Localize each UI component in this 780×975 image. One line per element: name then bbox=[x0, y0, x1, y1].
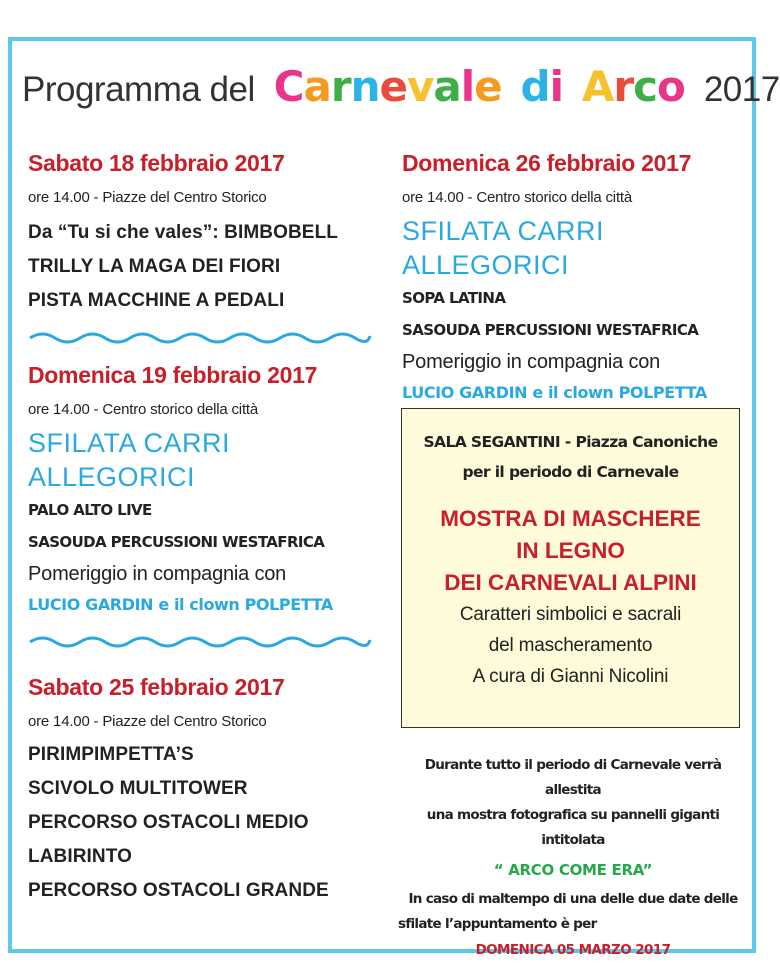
event-sabato-18 bbox=[28, 150, 378, 348]
carnevale-letter: e bbox=[474, 62, 502, 111]
event-act: SCIVOLO MULTITOWER bbox=[28, 778, 248, 799]
arco-letter: r bbox=[613, 62, 634, 111]
event-afternoon-text: Pomeriggio in compagnia con bbox=[28, 563, 287, 585]
arco-letter: o bbox=[657, 62, 685, 111]
arco-letter: c bbox=[633, 62, 658, 111]
title-prefix: Programma del bbox=[22, 70, 255, 109]
poster-title bbox=[22, 62, 780, 122]
event-act: SOPA LATINA bbox=[402, 289, 506, 307]
title-arco-word bbox=[582, 62, 685, 111]
event-act: PERCORSO OSTACOLI GRANDE bbox=[28, 880, 329, 901]
event-act: PIRIMPIMPETTA’S bbox=[28, 744, 194, 765]
exhibition-venue: SALA SEGANTINI - Piazza Canoniche bbox=[423, 433, 718, 451]
exhibition-title-line: MOSTRA DI MASCHERE bbox=[440, 506, 701, 531]
photo-exhibit-note: una mostra fotografica su pannelli giganti intitolata bbox=[426, 807, 720, 848]
left-column bbox=[28, 150, 378, 908]
title-year: 2017 bbox=[703, 70, 780, 109]
right-column bbox=[402, 150, 752, 408]
event-headline: SFILATA CARRI ALLEGORICI bbox=[402, 216, 605, 280]
arco-letter: A bbox=[581, 62, 614, 111]
wave-divider-icon bbox=[28, 328, 373, 348]
di-letter: d bbox=[520, 62, 550, 111]
carnevale-letter: a bbox=[303, 62, 331, 111]
event-date-title: Domenica 26 febbraio 2017 bbox=[402, 150, 692, 176]
carnevale-letter: v bbox=[406, 62, 434, 111]
event-date-title: Domenica 19 febbraio 2017 bbox=[28, 362, 318, 388]
event-act: LABIRINTO bbox=[28, 846, 132, 867]
event-act: SASOUDA PERCUSSIONI WESTAFRICA bbox=[28, 533, 325, 551]
carnevale-letter: a bbox=[433, 62, 461, 111]
exhibition-description: Caratteri simbolici e sacrali bbox=[459, 604, 682, 625]
di-letter: i bbox=[549, 62, 563, 111]
carnevale-letter: r bbox=[330, 62, 351, 111]
event-time-location: ore 14.00 - Piazze del Centro Storico bbox=[28, 189, 267, 206]
event-act: SASOUDA PERCUSSIONI WESTAFRICA bbox=[402, 321, 699, 339]
event-time-location: ore 14.00 - Piazze del Centro Storico bbox=[28, 713, 267, 730]
event-act: TRILLY LA MAGA DEI FIORI bbox=[28, 256, 281, 277]
exhibition-period: per il periodo di Carnevale bbox=[462, 463, 679, 481]
event-act: Da “Tu si che vales”: BIMBOBELL bbox=[28, 222, 338, 243]
carnevale-letter: e bbox=[379, 62, 407, 111]
event-domenica-19 bbox=[28, 362, 378, 652]
event-guests: LUCIO GARDIN e il clown POLPETTA bbox=[402, 383, 707, 402]
bad-weather-note: sfilate l’appuntamento è per bbox=[398, 916, 597, 932]
bad-weather-note: In caso di maltempo di una delle due date delle bbox=[408, 891, 738, 907]
exhibition-title-line: DEI CARNEVALI ALPINI bbox=[444, 570, 697, 595]
exhibition-title-line: IN LEGNO bbox=[516, 538, 625, 563]
bad-weather-date: DOMENICA 05 MARZO 2017 bbox=[475, 942, 671, 958]
photo-exhibit-note: Durante tutto il periodo di Carnevale verrà allestita bbox=[424, 757, 722, 798]
carnevale-letter: C bbox=[273, 62, 304, 111]
title-di-word bbox=[521, 62, 563, 111]
exhibition-description: del mascheramento bbox=[488, 635, 653, 656]
event-act: PERCORSO OSTACOLI MEDIO bbox=[28, 812, 309, 833]
event-afternoon-text: Pomeriggio in compagnia con bbox=[402, 351, 661, 373]
exhibition-curator: A cura di Gianni Nicolini bbox=[472, 666, 669, 687]
event-headline: SFILATA CARRI ALLEGORICI bbox=[28, 428, 231, 492]
carnevale-letter: l bbox=[460, 62, 475, 111]
wave-divider-icon bbox=[28, 632, 373, 652]
event-act: PISTA MACCHINE A PEDALI bbox=[28, 290, 285, 311]
exhibition-box bbox=[401, 408, 740, 728]
event-domenica-26 bbox=[402, 150, 752, 408]
event-act: PALO ALTO LIVE bbox=[28, 501, 152, 519]
event-time-location: ore 14.00 - Centro storico della città bbox=[402, 189, 633, 206]
title-carnevale-word bbox=[274, 62, 502, 111]
event-guests: LUCIO GARDIN e il clown POLPETTA bbox=[28, 595, 333, 614]
event-date-title: Sabato 18 febbraio 2017 bbox=[28, 150, 285, 176]
event-sabato-25 bbox=[28, 674, 378, 908]
carnevale-letter: n bbox=[350, 62, 380, 111]
photo-exhibit-title: “ ARCO COME ERA” bbox=[493, 861, 653, 879]
notes-section bbox=[398, 753, 748, 963]
event-time-location: ore 14.00 - Centro storico della città bbox=[28, 401, 259, 418]
event-date-title: Sabato 25 febbraio 2017 bbox=[28, 674, 285, 700]
